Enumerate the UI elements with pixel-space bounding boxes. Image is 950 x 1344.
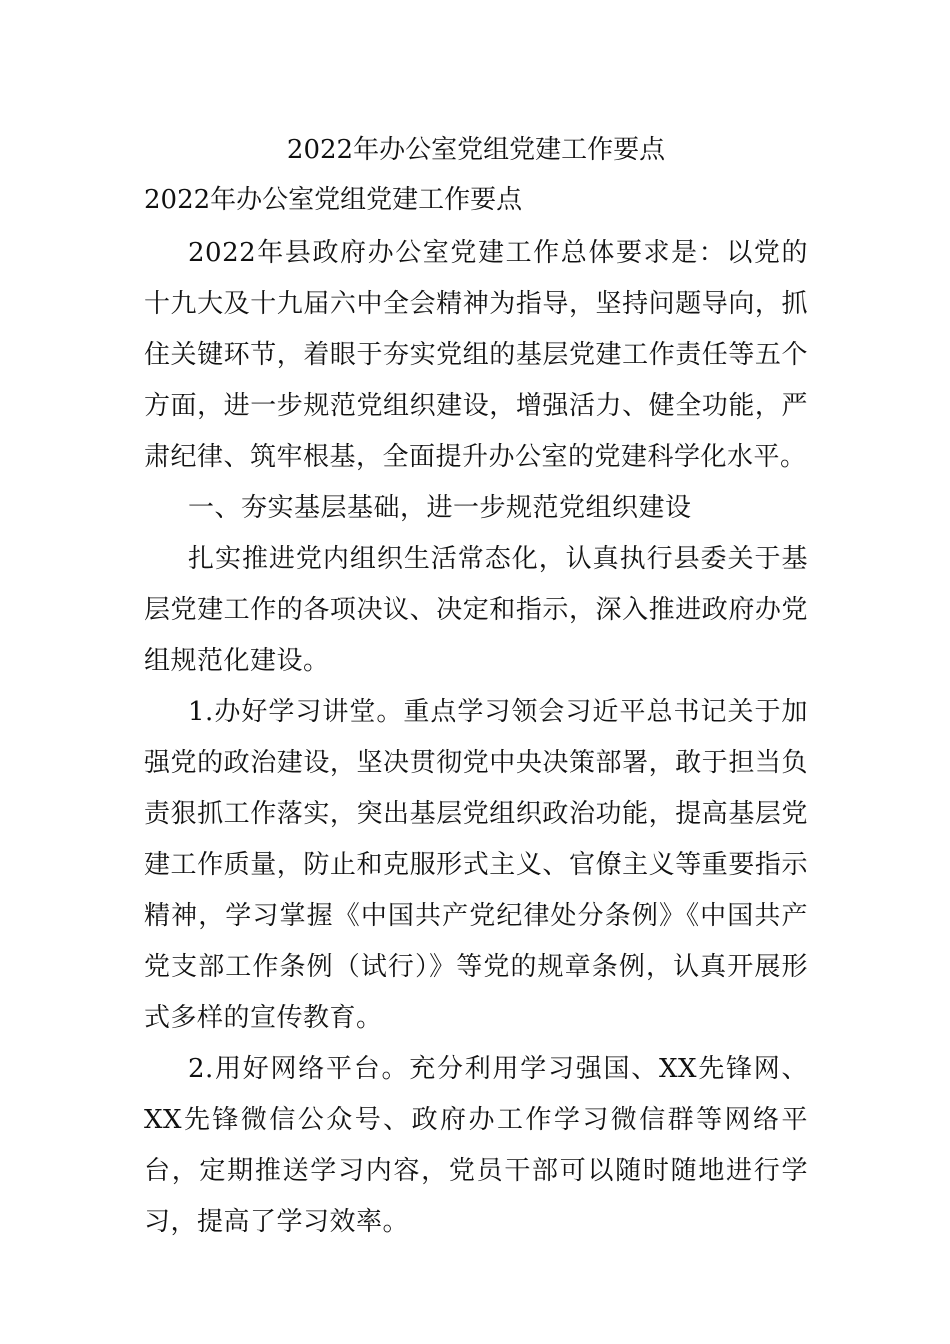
- paragraph-intro: 2022年县政府办公室党建工作总体要求是：以党的十九大及十九届六中全会精神为指导，坚持问题导向，抓住关键环节，着眼于夯实党组的基层党建工作责任等五个方面，进一步规范党组织建设，增强活力、健全功能，严肃纪律、筑牢根基，全面提升办公室的党建科学化水平。: [144, 238, 808, 472]
- section-heading-1: 一、夯实基层基础，进一步规范党组织建设: [188, 493, 692, 523]
- paragraph-item-1: 1.办好学习讲堂。重点学习领会习近平总书记关于加强党的政治建设，坚决贯彻党中央决策部署，敢于担当负责狠抓工作落实，突出基层党组织政治功能，提高基层党建工作质量，防止和克服形式主义、官僚主义等重要指示精神，学习掌握《中国共产党纪律处分条例》《中国共产党支部工作条例（试行）》等党的规章条例，认真开展形式多样的宣传教育。: [144, 697, 808, 1033]
- document-page: [144, 128, 808, 1248]
- document-title: 2022年办公室党组党建工作要点: [286, 135, 666, 165]
- document-subtitle: 2022年办公室党组党建工作要点: [144, 185, 523, 215]
- paragraph-item-2: 2.用好网络平台。充分利用学习强国、XX先锋网、XX先锋微信公众号、政府办工作学习微信群等网络平台，定期推送学习内容，党员干部可以随时随地进行学习，提高了学习效率。: [144, 1054, 808, 1237]
- paragraph-section-1: 扎实推进党内组织生活常态化，认真执行县委关于基层党建工作的各项决议、决定和指示，深入推进政府办党组规范化建设。: [144, 544, 808, 676]
